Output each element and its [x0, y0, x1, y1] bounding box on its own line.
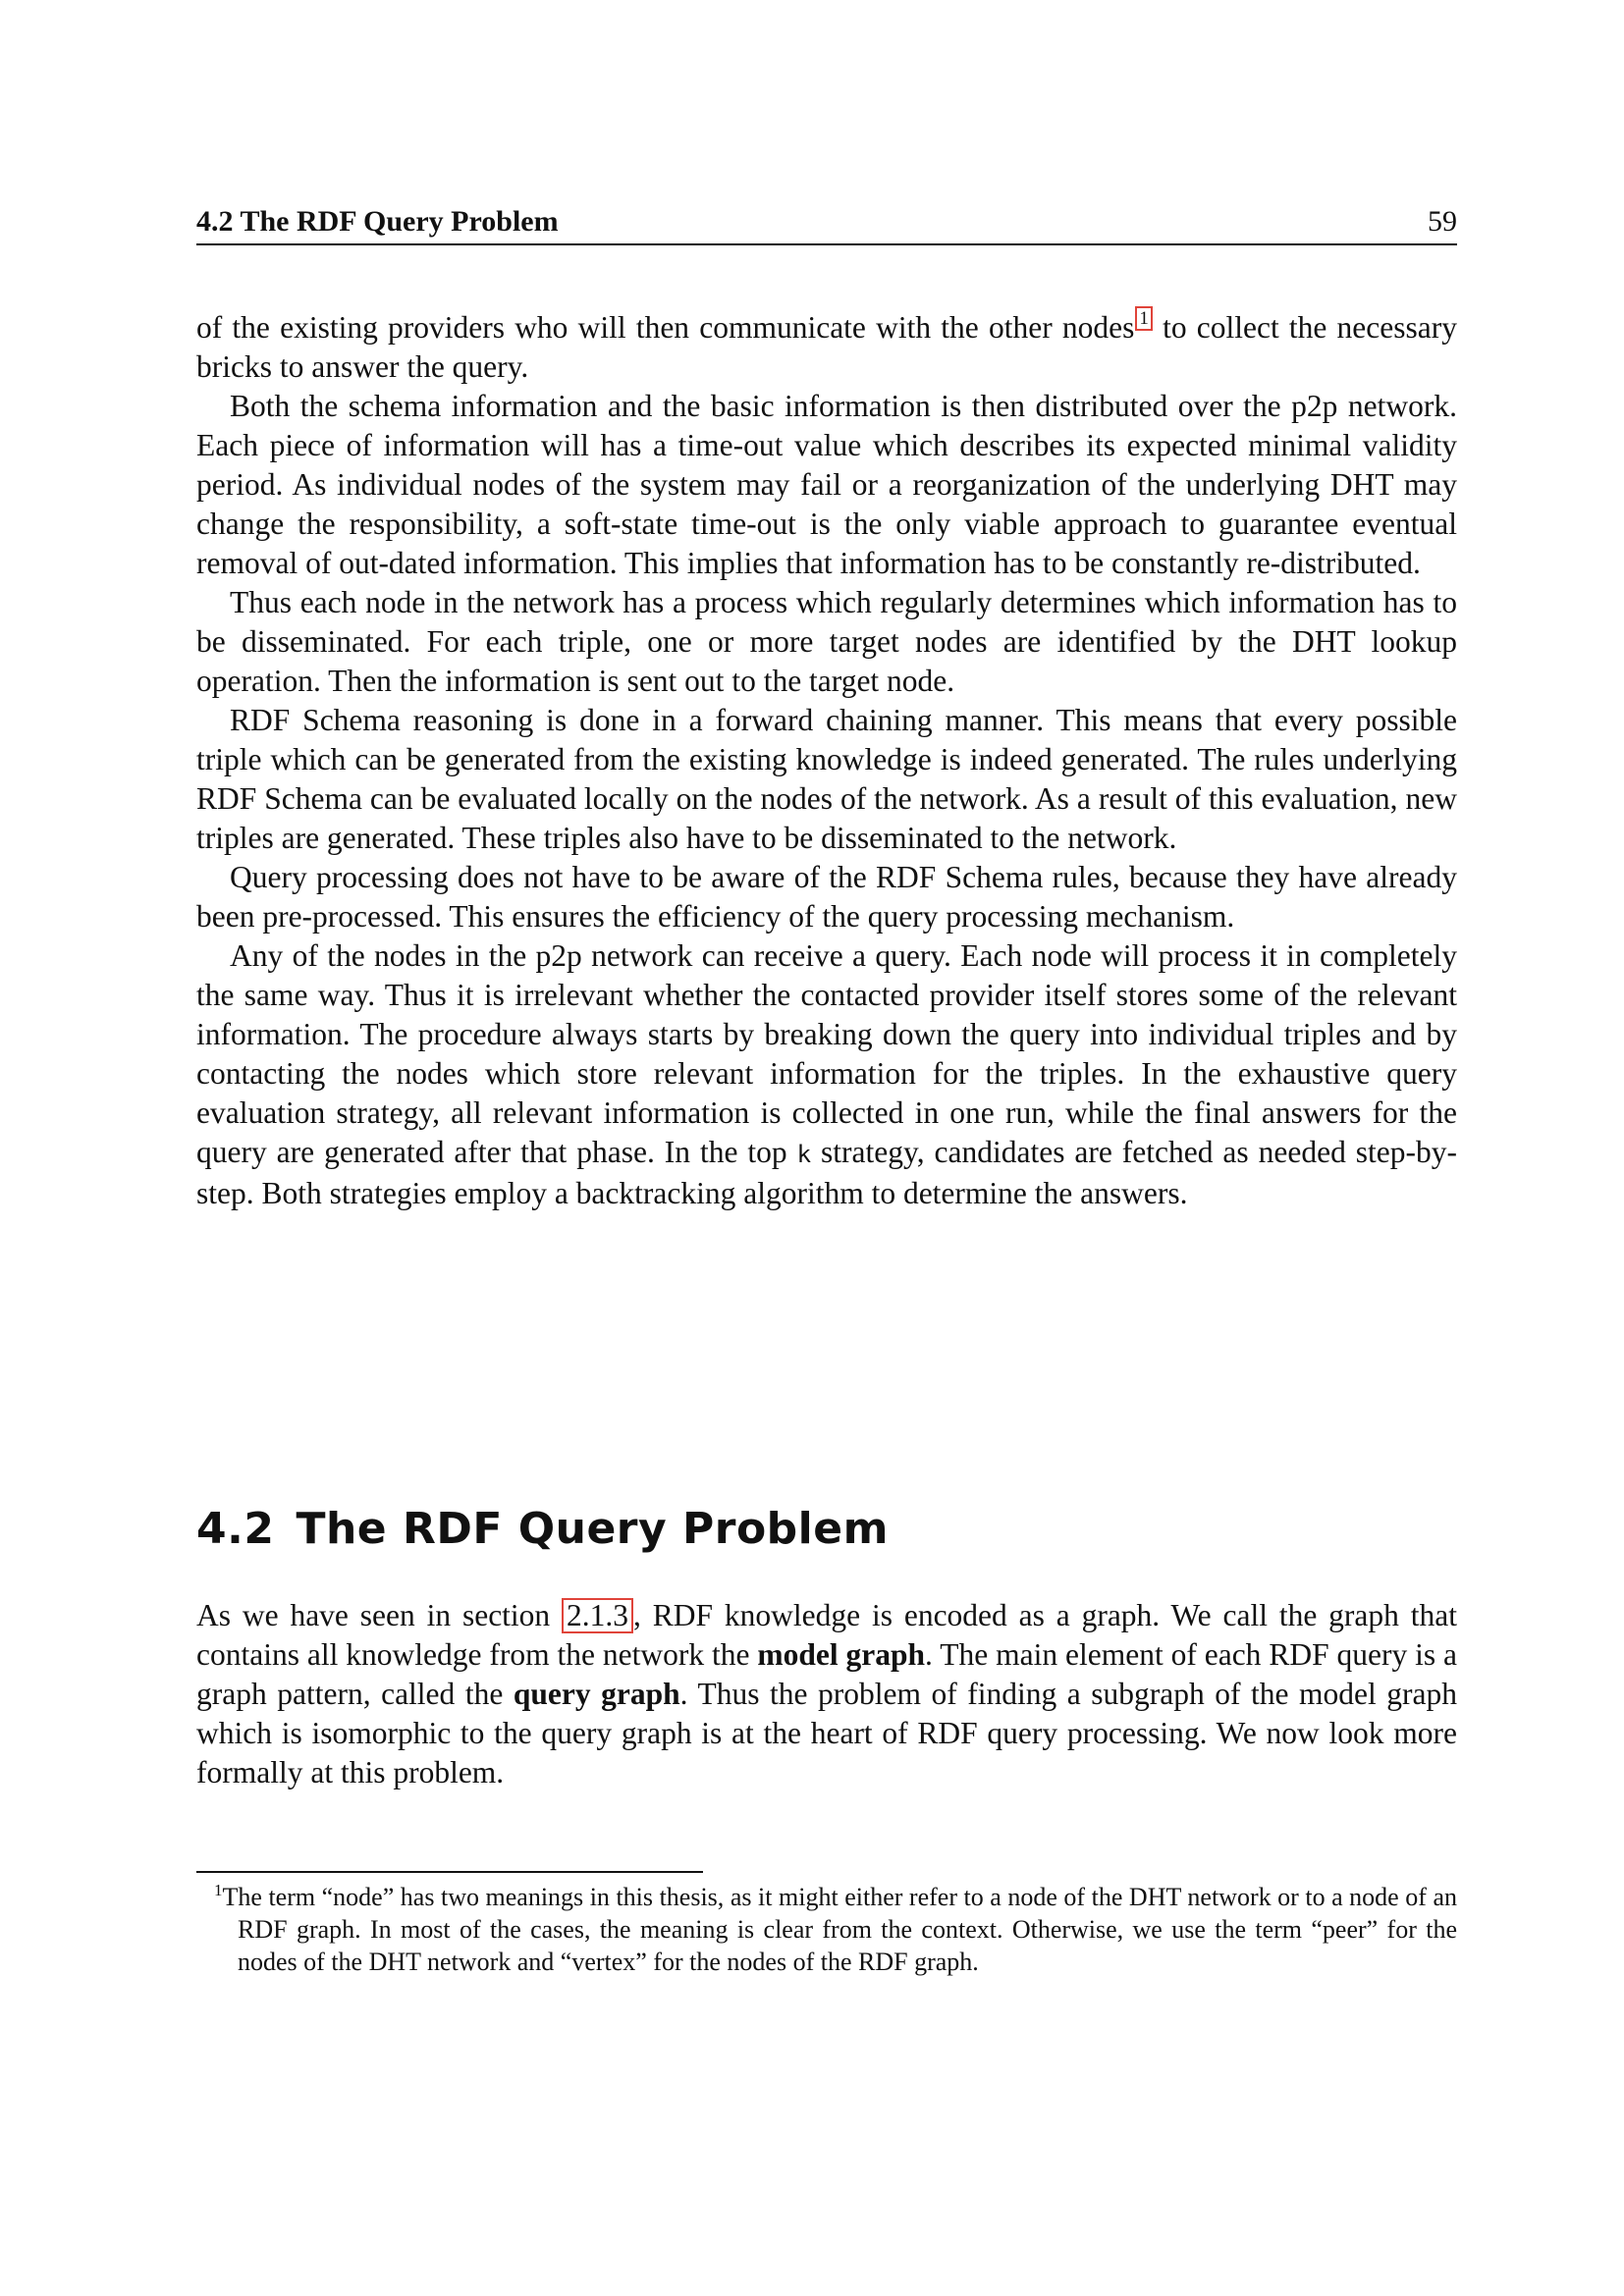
footnote [196, 1881, 1457, 1978]
running-header [196, 200, 1457, 245]
term-query-graph: query graph [513, 1677, 680, 1711]
section-heading [196, 1500, 1457, 1559]
paragraph-dissemination: Thus each node in the network has a process which regularly determines which information has to be disseminated. For each triple, one or more target nodes are identified by the DHT lookup operation. Then the information is sent out to the target node. [196, 585, 1457, 698]
section-cross-reference-link[interactable]: 2.1.3 [562, 1598, 633, 1633]
paragraph-distribution: Both the schema information and the basic information is then distributed over the p2p network. Each piece of information will has a time-out value which describes its expected minimal validity period. As individual nodes of the system may fail or a reorganization of the underlying DHT may change the responsibility, a soft-state time-out is the only viable approach to guarantee eventual removal of out-dated information. This implies that information has to be constantly re-distributed. [196, 389, 1457, 580]
paragraph-rdf-query-problem: As we have seen in section 2.1.3 , RDF knowledge is encoded as a graph. We call the graph that contains all knowledge from the network the model graph. The main element of each RDF query is a graph pattern, called the query graph. Thus the problem of finding a subgraph of the model graph which is isomorphic to the query graph is at the heart of RDF query processing. We now look more formally at this problem. [196, 1598, 1458, 1789]
term-model-graph: model graph [757, 1637, 926, 1672]
body-text [196, 306, 1457, 1213]
paragraph-reasoning: RDF Schema reasoning is done in a forward chaining manner. This means that every possible triple which can be generated from the existing knowledge is indeed generated. The rules underlying RDF Schema can be evaluated locally on the nodes of the network. As a result of this evaluation, new triples are generated. These triples also have to be disseminated to the network. [196, 703, 1457, 855]
footnote-mark: 1 [214, 1881, 223, 1899]
footnote-reference-link[interactable]: 1 [1135, 306, 1153, 331]
variable-k: k [796, 1141, 812, 1168]
section-body [196, 1596, 1457, 1792]
footnote-divider [196, 1871, 703, 1873]
paragraph-query-processing: Query processing does not have to be aware of the RDF Schema rules, because they have already been pre-processed. This ensures the efficiency of the query processing mechanism. [196, 860, 1457, 934]
running-title: 4.2 The RDF Query Problem [196, 205, 559, 238]
paragraph-continuation: of the existing providers who will then communicate with the other nodes 1 to collect the necessary bricks to answer the query. [196, 308, 1457, 384]
page-number: 59 [1428, 205, 1457, 238]
section-number: 4.2 [196, 1504, 275, 1554]
paragraph-query-strategies: Any of the nodes in the p2p network can receive a query. Each node will process it in completely the same way. Thus it is irrelevant whether the contacted provider itself stores some of the relevant information. The procedure always starts by breaking down the query into individual triples and by contacting the nodes which store relevant information for the triples. In the exhaustive query evaluation strategy, all relevant information is collected in one run, while the final answers for the query are generated after that phase. In the top k strategy, candidates are fetched as needed step-by-step. Both strategies employ a backtracking algorithm to determine the answers. [196, 938, 1457, 1210]
section-title: The RDF Query Problem [296, 1504, 889, 1554]
footnote-text: The term “node” has two meanings in this thesis, as it might either refer to a node of the DHT network or to a node of an RDF graph. In most of the cases, the meaning is clear from the context. Otherwise, we use the term “peer” for the nodes of the DHT network and “vertex” for the nodes of the RDF graph. [222, 1883, 1457, 1976]
